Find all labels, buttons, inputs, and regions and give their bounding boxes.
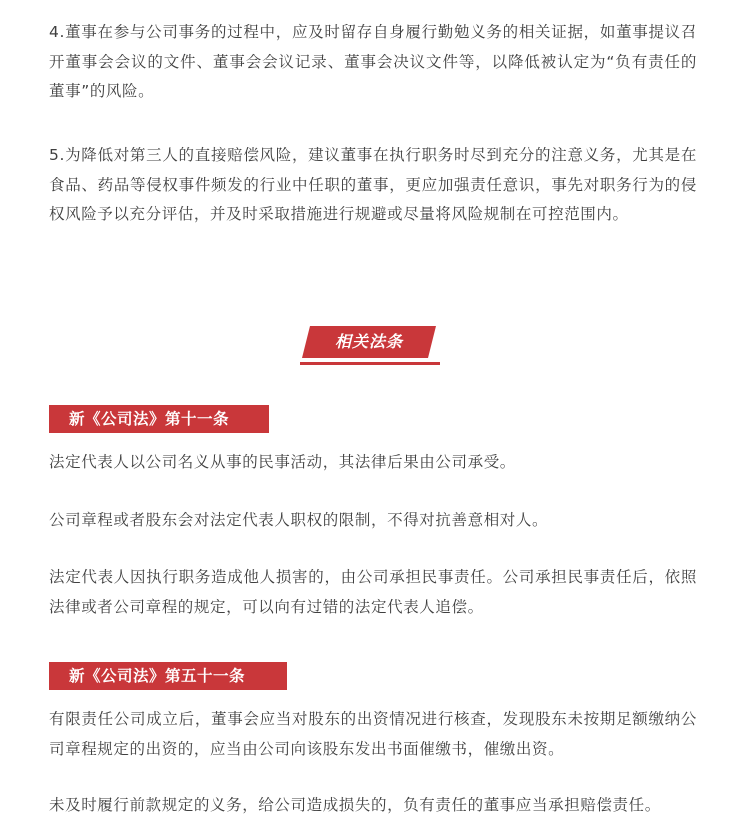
banner-underline bbox=[300, 362, 440, 365]
article-11-paragraph-2: 公司章程或者股东会对法定代表人职权的限制，不得对抗善意相对人。 bbox=[49, 511, 549, 529]
paragraph-item-5: 5.为降低对第三人的直接赔偿风险，建议董事在执行职务时尽到充分的注意义务，尤其是在食品、药品等侵权事件频发的行业中任职的董事，更应加强责任意识，事先对职务行为的侵权风险予以充分评估，并及时采取措施进行规避或尽量将风险规制在可控范围内。 bbox=[49, 146, 697, 223]
article-51-paragraph-1: 有限责任公司成立后，董事会应当对股东的出资情况进行核查，发现股东未按期足额缴纳公司章程规定的出资的，应当由公司向该股东发出书面催缴书，催缴出资。 bbox=[49, 710, 697, 758]
article-51-paragraph-2: 未及时履行前款规定的义务，给公司造成损失的，负有责任的董事应当承担赔偿责任。 bbox=[49, 796, 661, 814]
related-laws-banner bbox=[300, 326, 440, 366]
article-11-paragraph-1: 法定代表人以公司名义从事的民事活动，其法律后果由公司承受。 bbox=[49, 453, 516, 471]
article-heading-11: 新《公司法》第十一条 bbox=[49, 405, 269, 433]
article-heading-51: 新《公司法》第五十一条 bbox=[49, 662, 287, 690]
article-11-paragraph-3: 法定代表人因执行职务造成他人损害的，由公司承担民事责任。公司承担民事责任后，依照法律或者公司章程的规定，可以向有过错的法定代表人追偿。 bbox=[49, 568, 697, 616]
paragraph-item-4: 4.董事在参与公司事务的过程中，应及时留存自身履行勤勉义务的相关证据，如董事提议召开董事会会议的文件、董事会会议记录、董事会决议文件等，以降低被认定为“负有责任的董事”的风险。 bbox=[49, 23, 697, 100]
banner-label: 相关法条 bbox=[334, 332, 403, 351]
